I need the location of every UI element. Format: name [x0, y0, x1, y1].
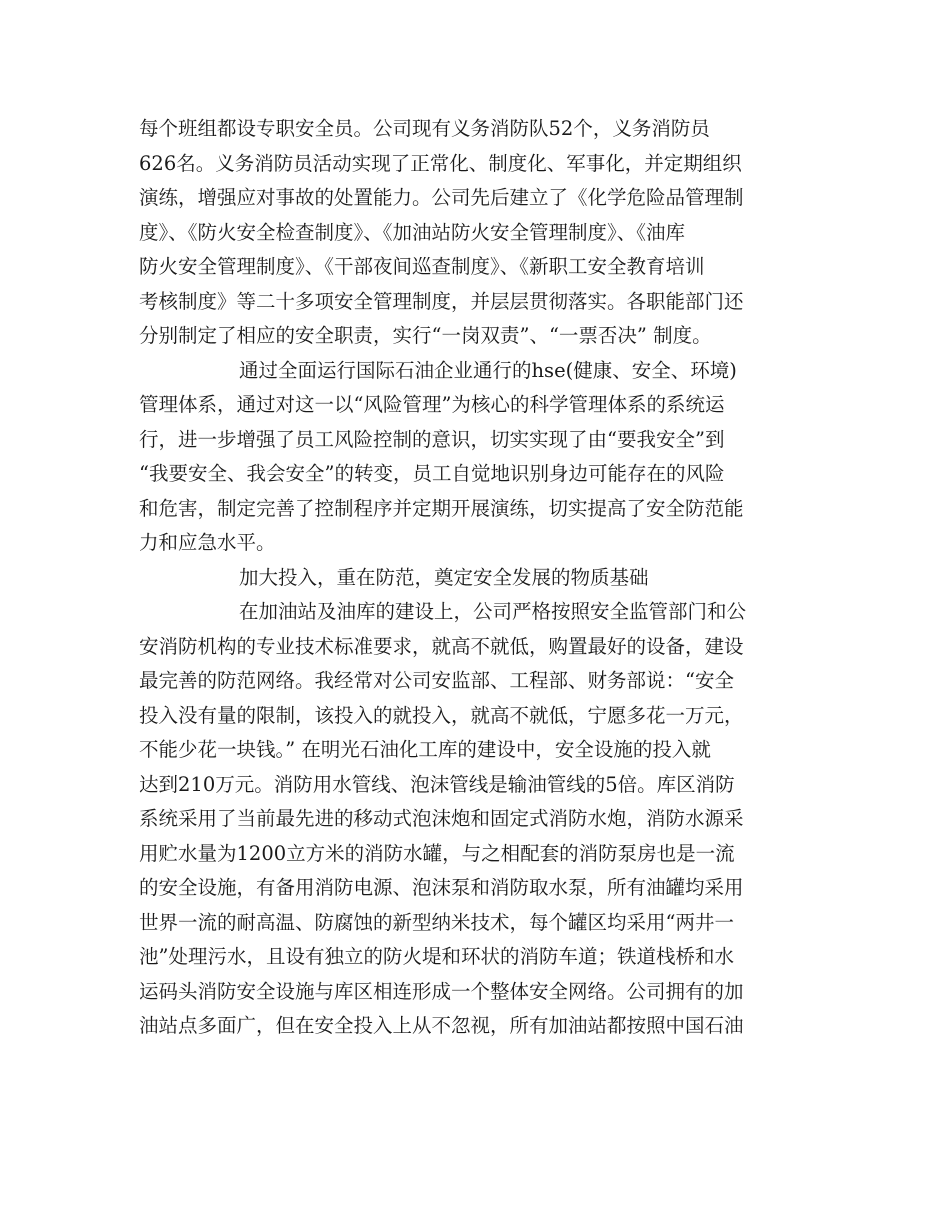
- text-line: 不能少花一块钱。” 在明光石油化工库的建设中，安全设施的投入就: [139, 738, 711, 761]
- text-line: 每个班组都设专职安全员。公司现有义务消防队52个，义务消防员: [139, 117, 710, 140]
- text-line: 达到210万元。消防用水管线、泡沫管线是输油管线的5倍。库区消防: [139, 772, 735, 796]
- text-line: 投入没有量的限制，该投入的就投入，就高不就低，宁愿多花一万元，: [139, 703, 744, 727]
- section-heading: 加大投入，重在防范，奠定安全发展的物质基础: [239, 565, 649, 589]
- text-line: 力和应急水平。: [139, 531, 276, 554]
- text-line: 演练，增强应对事故的处置能力。公司先后建立了《化学危险品管理制: [139, 186, 744, 209]
- text-line: 池”处理污水，且设有独立的防火堤和环状的消防车道；铁道栈桥和水: [139, 945, 734, 968]
- text-line: 和危害，制定完善了控制程序并定期开展演练，切实提高了安全防范能: [139, 496, 744, 520]
- text-line: 防火安全管理制度》、《干部夜间巡查制度》、《新职工安全教育培训: [139, 255, 705, 278]
- text-line: 626名。义务消防员活动实现了正常化、制度化、军事化，并定期组织: [139, 151, 742, 175]
- text-line: 用贮水量为1200立方米的消防水罐，与之相配套的消防泵房也是一流: [139, 841, 735, 865]
- paragraph-start-line: 在加油站及油库的建设上，公司严格按照安全监管部门和公: [239, 600, 747, 623]
- text-line: 系统采用了当前最先进的移动式泡沫炮和固定式消防水炮，消防水源采: [139, 807, 744, 830]
- text-line: 最完善的防范网络。我经常对公司安监部、工程部、财务部说：“安全: [139, 669, 734, 692]
- text-line: 分别制定了相应的安全职责，实行“一岗双责”、“一票否决” 制度。: [139, 324, 712, 347]
- text-line: 世界一流的耐高温、防腐蚀的新型纳米技术，每个罐区均采用“两井一: [139, 910, 734, 934]
- text-line: 度》、《防火安全检查制度》、《加油站防火安全管理制度》、《油库: [139, 220, 686, 244]
- text-line: 的安全设施，有备用消防电源、泡沫泵和消防取水泵，所有油罐均采用: [139, 876, 744, 899]
- text-line: “我要安全、我会安全”的转变，员工自觉地识别身边可能存在的风险: [139, 462, 725, 485]
- text-line: 油站点多面广，但在安全投入上从不忽视，所有加油站都按照中国石油: [139, 1014, 744, 1037]
- text-line: 考核制度》等二十多项安全管理制度，并层层贯彻落实。各职能部门还: [139, 289, 744, 313]
- text-line: 管理体系，通过对这一以“风险管理”为核心的科学管理体系的系统运: [139, 393, 725, 416]
- text-line: 安消防机构的专业技术标准要求，就高不就低，购置最好的设备，建设: [139, 634, 744, 658]
- paragraph-start-line: 通过全面运行国际石油企业通行的hse(健康、安全、环境): [239, 358, 737, 382]
- text-line: 运码头消防安全设施与库区相连形成一个整体安全网络。公司拥有的加: [139, 979, 744, 1003]
- body-text: [139, 112, 819, 1044]
- text-line: 行，进一步增强了员工风险控制的意识，切实实现了由“要我安全”到: [139, 427, 725, 451]
